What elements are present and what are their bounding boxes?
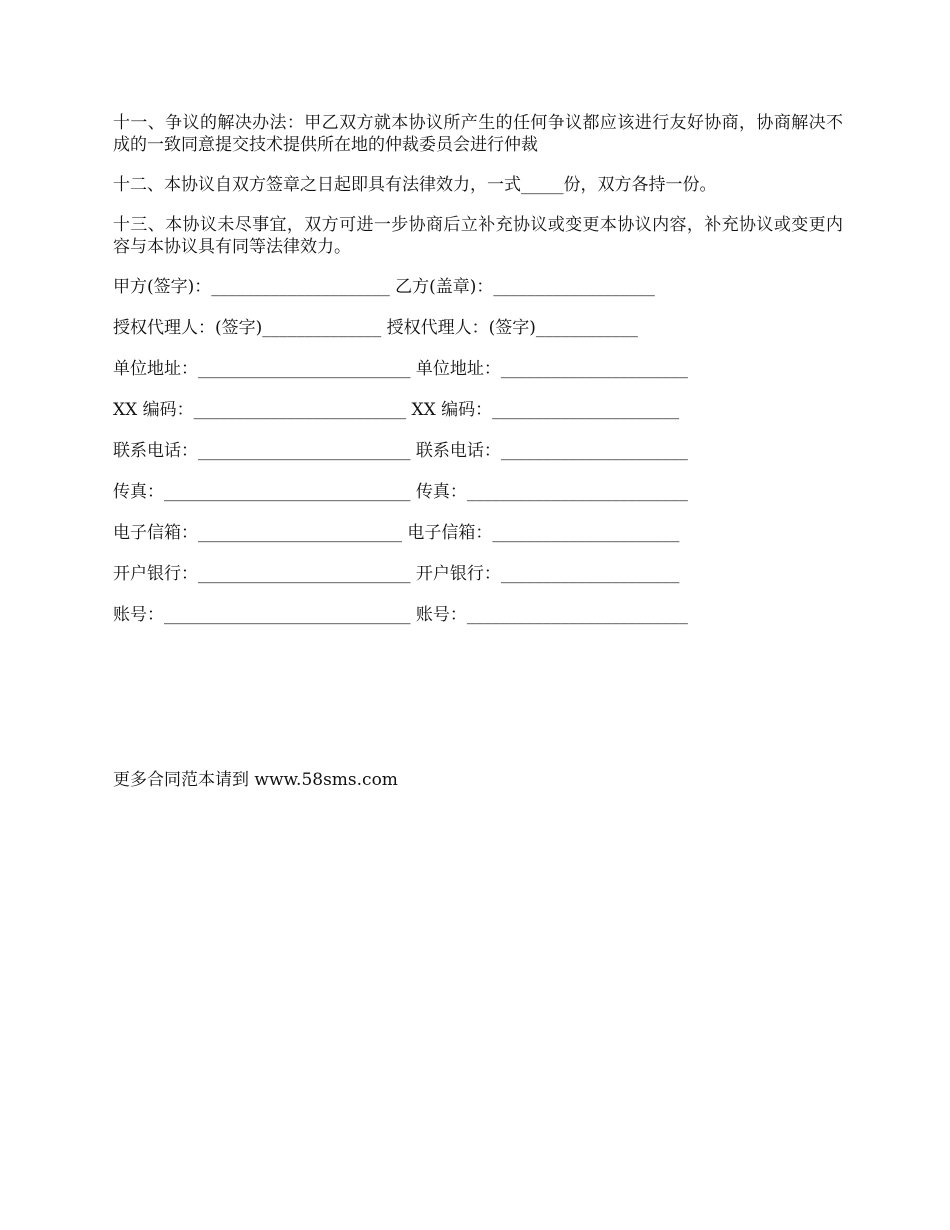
signature-block (113, 276, 843, 645)
document-body (113, 112, 843, 645)
signature-row-address: 单位地址：_________________________ 单位地址：______________________ (113, 359, 688, 379)
signature-row-code: XX 编码：_________________________ XX 编码：______________________ (113, 400, 680, 420)
signature-row-agents: 授权代理人：(签字)______________ 授权代理人：(签字)____________ (113, 318, 638, 338)
signature-row-email: 电子信箱：________________________ 电子信箱：______________________ (113, 523, 680, 543)
signature-row-phone: 联系电话：_________________________ 联系电话：______________________ (113, 441, 688, 461)
signature-row-signers: 甲方(签字)：_____________________ 乙方(盖章)：___________________ (113, 277, 655, 297)
clause-13: 十三、本协议未尽事宜，双方可进一步协商后立补充协议或变更本协议内容，补充协议或变更内容与本协议具有同等法律效力。 (113, 215, 843, 257)
clause-11: 十一、争议的解决办法：甲乙双方就本协议所产生的任何争议都应该进行友好协商，协商解决不成的一致同意提交技术提供所在地的仲裁委员会进行仲裁 (113, 113, 843, 155)
signature-row-fax: 传真：_____________________________ 传真：__________________________ (113, 482, 688, 502)
footer-note: 更多合同范本请到 www.58sms.com (113, 770, 398, 790)
clause-12: 十二、本协议自双方签章之日起即具有法律效力，一式_____份，双方各持一份。 (113, 175, 717, 195)
signature-row-bank: 开户银行：_________________________ 开户银行：_____________________ (113, 564, 680, 584)
signature-row-account: 账号：_____________________________ 账号：__________________________ (113, 605, 688, 625)
